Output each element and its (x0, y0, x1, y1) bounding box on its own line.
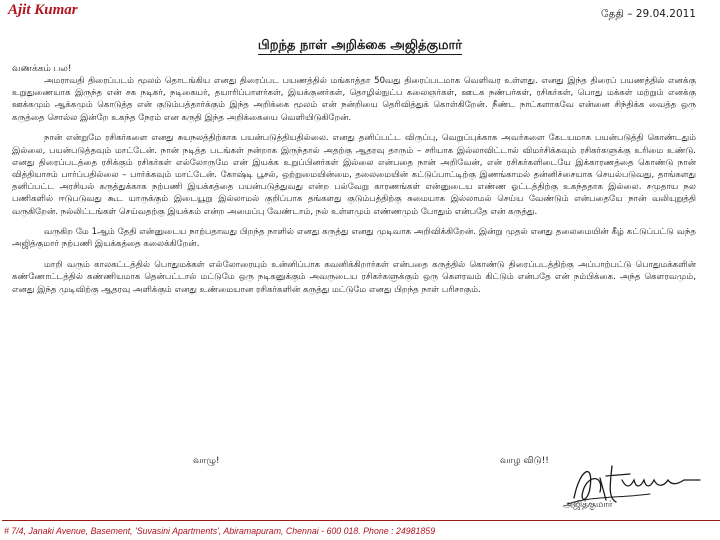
paragraph-4: மாறி வரும் காலகட்டத்தில் பொதுமக்கள் எல்லோரையும் உன்னிப்பாக கவனிக்கிறார்கள் என்பதை கருத்தில் கொண்டு திரைப்படத்திற்கு அப்பாற்பட்டு பொதுமக்களின் கண்ணோட்டத்தில் கண்ணியமாக தென்பட்டால் மட்டுமே ஒரு நடிகனுக்கும் அவருடைய ரசிகர்களுக்கும் ஒரு கௌரவம் கிட்டும் என்பதே என் நம்பிக்கை. அந்த கௌரவமும், எனது இந்த முடிவிற்கு ஆதரவு அளிக்கும் எனது உண்மையான ரசிகர்களின் கருத்து மட்டுமே எனது பிறந்த நாள் பரிசாகும். (12, 260, 696, 295)
greeting: வணக்கம் பல! (12, 64, 72, 74)
letter-date: தேதி – 29.04.2011 (601, 8, 696, 20)
footer-divider (2, 520, 720, 521)
paragraph-2: நான் என்றுமே ரசிகர்களை எனது சுயநலத்திற்காக பயன்படுத்தியதில்லை. எனது தனிப்பட்ட விருப்பு, வெறுப்புக்காக அவர்களை கேடயமாக பயன்படுத்தி கொண்டதும் இல்லை, பயன்படுத்தவும் மாட்டேன். நான் நடித்த படங்கள் நன்றாக இருந்தால் அதற்கு ஆதரவு தாரும் – சரியாக இல்லாவிட்டால் விமர்சிக்கவும் ரசிகர்களுக்கு உரிமை உண்டு. எனது திரைப்படத்தை ரசிக்கும் ரசிகர்கள் எல்லோருமே என் இயக்க உறுப்பினர்கள் இல்லை என்பதை நான் அறிவேன், என் ரசிகர்களிடையே இக்காரணத்தை கொண்டு நான் வித்தியாசம் பார்ப்பதில்லை – பார்க்கவும் மாட்டேன். கோஷ்டி பூசல், ஒற்றுமையின்மை, தலைமையின் கட்டுப்பாட்டிற்கு இணங்காமல் தன்னிச்சையாக செயல்படுவது, தாங்களது தனிப்பட்ட அரசியல் கருத்துக்காக நற்பணி இயக்கத்தை பயன்படுத்துவது என்ற பல்வேறு காரணங்கள் என்னுடைய எண்ண ஓட்டத்திற்கு உகந்ததாக இல்லை. சமுதாய நல பணிகளில் ஈடுபடுவது கூட யாருக்கும் இடையூறு இல்லாமல் குறிப்பாக தங்களது குடும்பத்திற்கு சுமையாக இல்லாமல் செய்ய வேண்டும் என்பதையே நான் வலியுறுத்தி வருகிறேன். நல்லிட்டங்கள் செய்வதற்கு இயக்கம் என்ற அமைப்பு வேண்டாம், நல் உள்ளமும் எண்ணமும் போதும் என்பதே என் கருத்து. (12, 133, 696, 217)
closing-left: வாழு! (193, 456, 220, 466)
closing-right: வாழ விடு!! (500, 456, 549, 466)
letterhead-author: Ajit Kumar (8, 2, 78, 18)
letter-title-wrap (0, 38, 720, 54)
letter-body (12, 75, 696, 304)
signature-name: அஜித்குமார் (563, 500, 613, 510)
paragraph-3: வருகிற மே 1ஆம் தேதி என்னுடைய நாற்பதாவது பிறந்த நாளில் எனது கருத்து எனது முடிவாக அறிவிக்கிறேன். இன்று முதல் எனது தலைமையின் கீழ் கட்டுப்பட்டு வந்த அஜித்குமார் நற்பணி இயக்கத்தை கலைக்கிறேன். (12, 227, 696, 250)
paragraph-1: அமராவதி திரைப்படம் மூலம் தொடங்கிய எனது திரைப்பட பயணத்தில் மங்காத்தா 50வது திரைப்படமாக வெளிவர உள்ளது. எனது இந்த திரைப் பயணத்தில் எனக்கு உறுதுணையாக இருந்த என் சக நடிகர், நடிகையர், தயாரிப்பாளர்கள், இயக்குனர்கள், தொழில்நுட்ப கலைஞர்கள், ஊடக நண்பர்கள், ரசிகர்கள், பொது மக்கள் மற்றும் எனக்கு ஊக்கமும் ஆக்கமும் கொடுத்த என் குடும்பத்தார்க்கும் இந்த அறிக்கை மூலம் என் நன்றியை தெரிவித்துக் கொள்கிறேன். நீண்ட நாட்களாகவே என்னை சிந்திக்க வைத்த ஒரு கருத்தை சொல்ல இன்றே உகந்த நேரம் என கருதி இந்த அறிக்கையை வெளியிடுகிறேன். (12, 76, 696, 123)
footer-address: # 7/4, Janaki Avenue, Basement, 'Suvasini Apartments', Abiramapuram, Chennai - 600 018. Phone : 24981859 (4, 526, 436, 536)
letter-title: பிறந்த நாள் அறிக்கை அஜித்குமார் (257, 38, 463, 53)
